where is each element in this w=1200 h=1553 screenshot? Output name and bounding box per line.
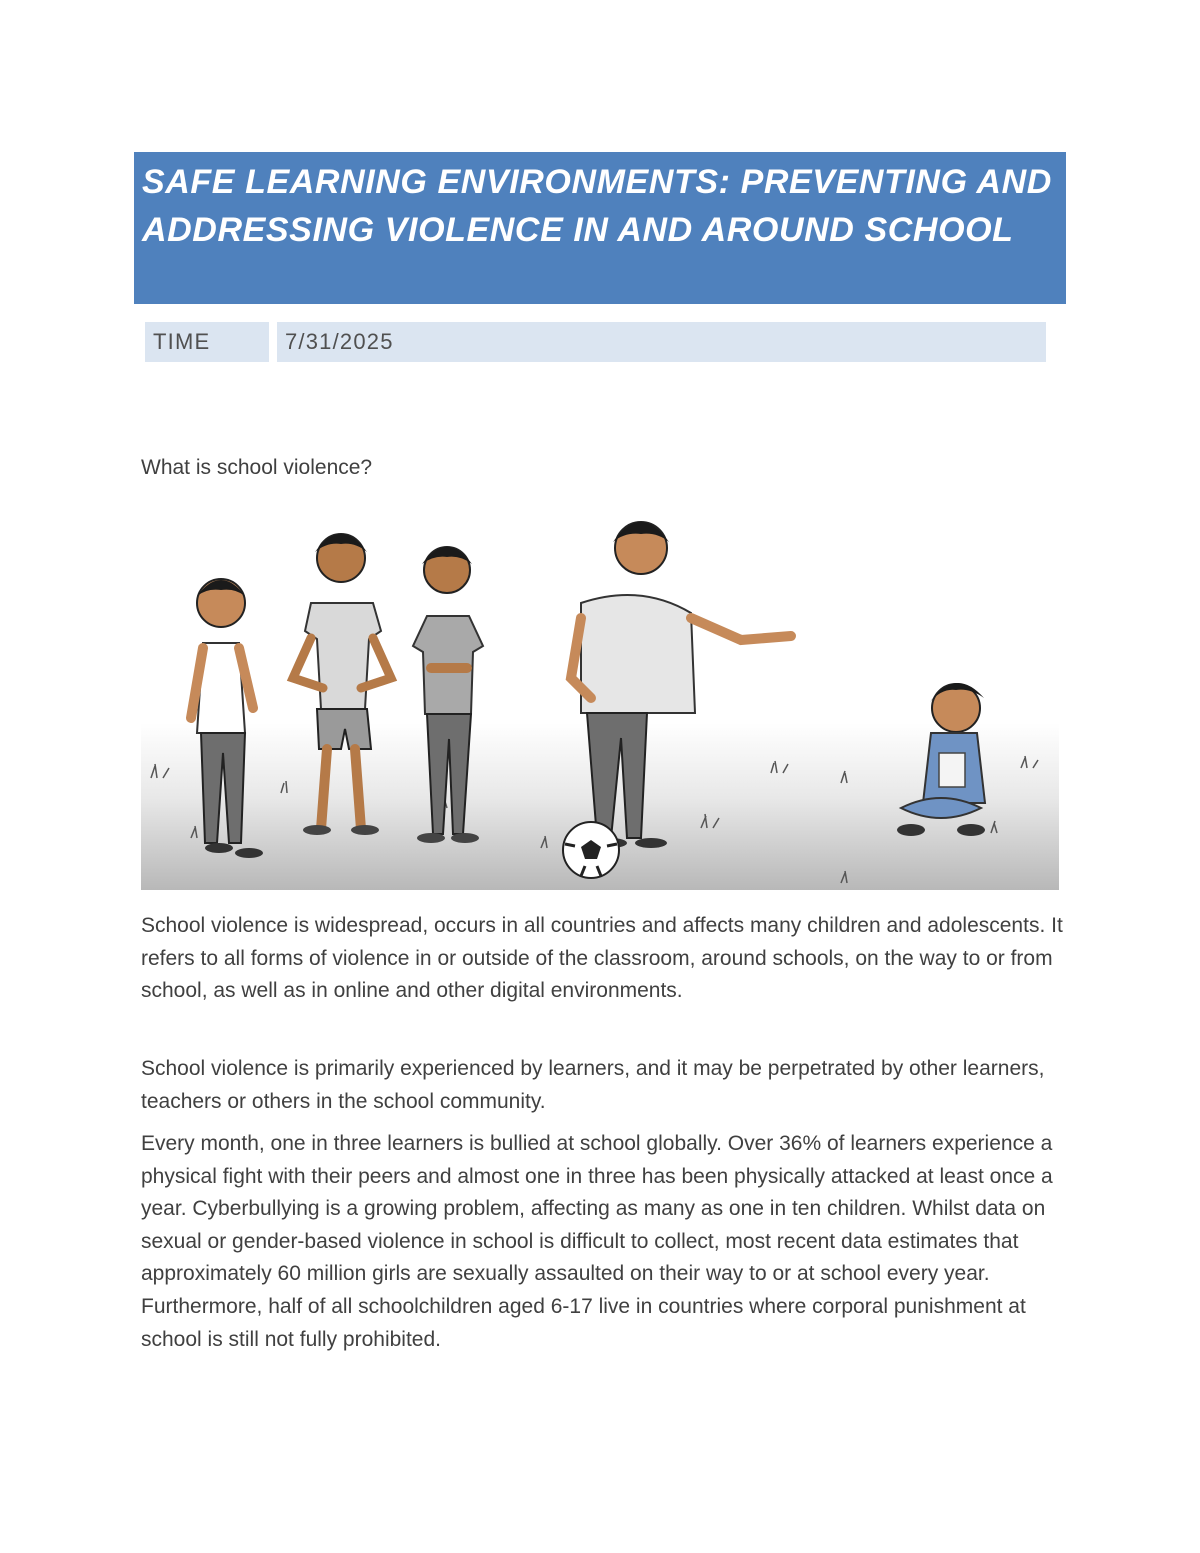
time-value: 7/31/2025: [277, 322, 1046, 362]
title-banner: [134, 152, 1066, 304]
section-question: What is school violence?: [141, 456, 373, 479]
paragraph-1: School violence is widespread, occurs in all countries and affects many children and adolescents. It refers to all forms of violence in or outside of the classroom, around schools, on the way to or from school, as well as in online and other digital environments.: [141, 914, 1063, 1003]
document-title: SAFE LEARNING ENVIRONMENTS: PREVENTING AND ADDRESSING VIOLENCE IN AND AROUND SCHOOL: [142, 163, 1052, 249]
children-bullying-illustration-icon: [141, 508, 1059, 890]
paragraph-2: School violence is primarily experienced by learners, and it may be perpetrated by other learners, teachers or others in the school community.: [141, 1057, 1045, 1113]
paragraph-3: Every month, one in three learners is bullied at school globally. Over 36% of learners experience a physical fight with their peers and almost one in three has been physically attacked at least once a year. Cyberbullying is a growing problem, affecting as many as one in ten children. Whilst data on sexual or gender-based violence in school is difficult to collect, most recent data estimates that approximately 60 million girls are sexually assaulted on their way to or at school every year. Furthermore, half of all schoolchildren aged 6-17 live in countries where corporal punishment at school is still not fully prohibited.: [141, 1132, 1053, 1351]
time-label: TIME: [145, 322, 269, 362]
